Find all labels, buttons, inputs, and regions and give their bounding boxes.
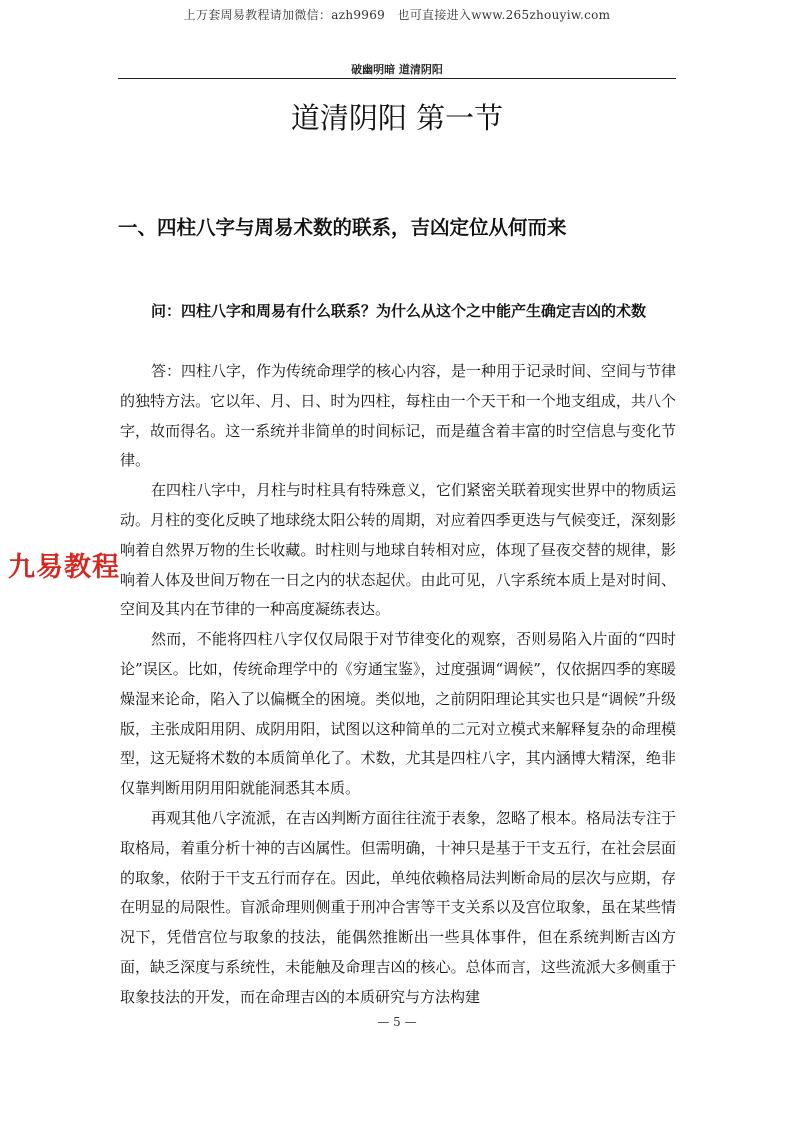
paragraph: 然而，不能将四柱八字仅仅局限于对节律变化的观察，否则易陷入片面的“四时论”误区。比如，传统命理学中的《穷通宝鉴》，过度强调“调候”，仅依据四季的寒暖燥湿来论命，陷入了以偏概全的困境。类似地，之前阴阳理论其实也只是“调候”升级版，主张成阳用阴、成阴用阳，试图以这种简单的二元对立模式来解释复杂的命理模型，这无疑将术数的本质简单化了。术数，尤其是四柱八字，其内涵博大精深，绝非仅靠判断用阴用阳就能洞悉其本质。 xyxy=(120,630,676,798)
header-rule xyxy=(118,78,676,79)
running-header: 破幽明暗 道清阴阳 xyxy=(351,63,443,76)
top-banner: 上万套周易教程请加微信：azh9969 也可直接进入www.265zhouyiw.com xyxy=(183,8,611,22)
paragraph: 再观其他八字流派，在吉凶判断方面往往流于表象，忽略了根本。格局法专注于取格局，着重分析十神的吉凶属性。但需明确，十神只是基于干支五行，在社会层面的取象，依附于干支五行而存在。因此，单纯依赖格局法判断命局的层次与应期，存在明显的局限性。盲派命理则侧重于刑冲合害等干支关系以及宫位取象，虽在某些情况下，凭借宫位与取象的技法，能偶然推断出一些具体事件，但在系统判断吉凶方面，缺乏深度与系统性，未能触及命理吉凶的核心。总体而言，这些流派大多侧重于取象技法的开发，而在命理吉凶的本质研究与方法构建 xyxy=(120,808,677,1006)
page-title: 道清阴阳 第一节 xyxy=(290,101,504,135)
watermark-logo: 九易教程 xyxy=(8,552,120,583)
section-heading: 一、四柱八字与周易术数的联系，吉凶定位从何而来 xyxy=(118,216,567,239)
page-number: — 5 — xyxy=(377,1015,417,1029)
paragraph: 答：四柱八字，作为传统命理学的核心内容，是一种用于记录时间、空间与节律的独特方法。它以年、月、日、时为四柱，每柱由一个天干和一个地支组成，共八个字，故而得名。这一系统并非简单的时间标记，而是蕴含着丰富的时空信息与变化节律。 xyxy=(120,362,677,470)
question-text: 问：四柱八字和周易有什么联系？为什么从这个之中能产生确定吉凶的术数 xyxy=(151,302,647,320)
body-text xyxy=(120,357,676,1013)
paragraph: 在四柱八字中，月柱与时柱具有特殊意义，它们紧密关联着现实世界中的物质运动。月柱的变化反映了地球绕太阳公转的周期，对应着四季更迭与气候变迁，深刻影响着自然界万物的生长收藏。时柱则与地球自转相对应，体现了昼夜交替的规律，影响着人体及世间万物在一日之内的状态起伏。由此可见，八字系统本质上是对时间、空间及其内在节律的一种高度凝练表达。 xyxy=(120,481,677,619)
